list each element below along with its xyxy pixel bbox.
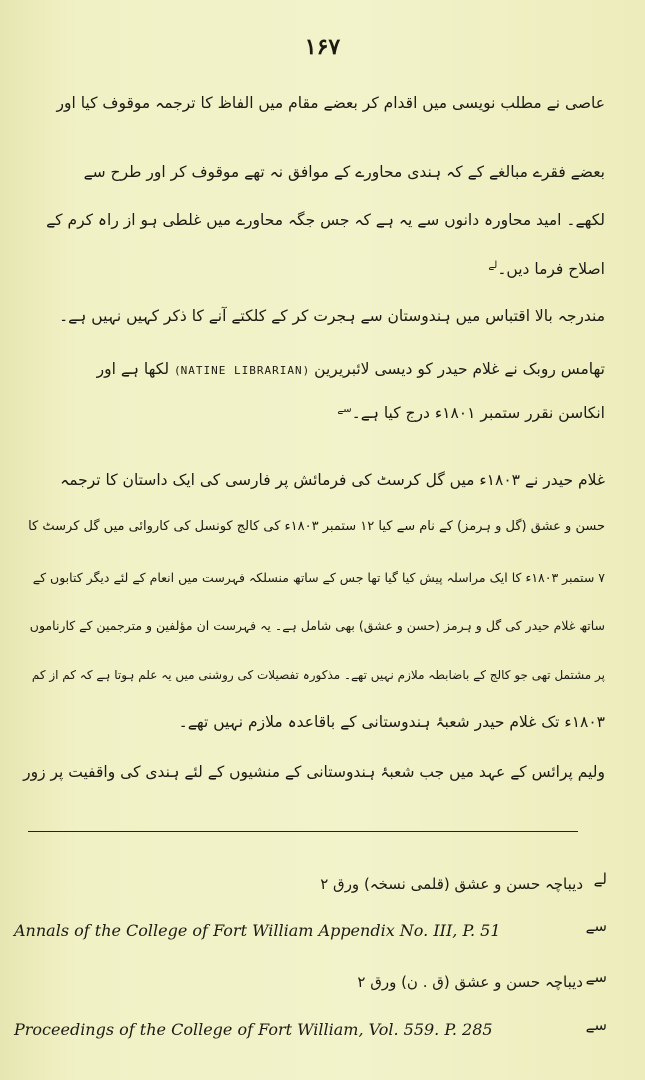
footnote-4-text: Proceedings of the College of Fort William, Vol. 559. P. 285 [14, 1020, 493, 1039]
paragraph-4-line-2: حسن و عشق (گل و ہرمز) کے نام سے کیا ۱۲ ستمبر ۱۸۰۳ء کی کالج کونسل کی کاروائی میں گل کرسٹ کا [28, 519, 605, 534]
paragraph-1-line-4 [488, 252, 605, 283]
paragraph-1-line-4-text: اصلاح فرما دیں۔ [497, 260, 605, 279]
footnote-2-mark: سے [585, 917, 607, 935]
paragraph-3-line-1 [97, 355, 605, 385]
paragraph-3-line-2-text: انکاسن نقرر ستمبر ۱۸۰۱ء درج کیا ہے۔ [351, 404, 605, 423]
footnote-3-mark: سے [585, 968, 607, 986]
paragraph-1-line-3: لکھے۔ امید محاورہ دانوں سے یہ ہے کہ جس جگہ محاورے میں غلطی ہو از راہ کرم کے [46, 211, 605, 229]
footnote-2-text: Annals of the College of Fort William Appendix No. III, P. 51 [14, 921, 501, 940]
paragraph-3-line-1-start: تھامس روبک نے غلام حیدر کو دیسی لائبریرین [314, 360, 605, 378]
footnote-ref-1: لے [488, 260, 498, 271]
paragraph-4-line-1: غلام حیدر نے ۱۸۰۳ء میں گل کرسٹ کی فرمائش پر فارسی کی ایک داستان کا ترجمہ [60, 471, 605, 489]
paragraph-3-line-1-end: لکھا ہے اور [96, 360, 170, 378]
footnote-3-text: دیباچہ حسن و عشق (ق . ن) ورق ۲ [357, 973, 583, 991]
native-librarian-latin: (NATINE LIBRARIAN) [174, 364, 310, 377]
paragraph-4-line-5: پر مشتمل تھی جو کالج کے باضابطہ ملازم نہیں تھے۔ مذکورہ تفصیلات کی روشنی میں یہ علم ہوتا ہے کہ کم از کم [31, 668, 605, 682]
paragraph-1-line-2: بعضے فقرے مبالغے کے کہ ہندی محاورے کے موافق نہ تھے موقوف کر اور طرح سے [83, 163, 605, 181]
footnote-1-text: دیباچہ حسن و عشق (قلمی نسخہ) ورق ۲ [320, 875, 583, 893]
footnote-1-mark: لے [593, 870, 607, 888]
paragraph-2-line-1: مندرجہ بالا اقتباس میں ہندوستان سے ہجرت کر کے کلکتے آنے کا ذکر کہیں نہیں ہے۔ [59, 307, 605, 325]
page-number: ۱۶۷ [304, 34, 341, 60]
paragraph-4-line-3: ۷ ستمبر ۱۸۰۳ء کا ایک مراسلہ پیش کیا گیا تھا جس کے ساتھ منسلکہ فہرست میں انعام کے لئے دیگر کتابوں کے [32, 570, 605, 585]
footnote-divider [28, 831, 578, 832]
paragraph-5-line-1: ولیم پرائس کے عہد میں جب شعبۂ ہندوستانی کے منشیوں کے لئے ہندی کی واقفیت پر زور [23, 763, 605, 781]
footnote-ref-2: سے [337, 404, 352, 415]
paragraph-3-line-2 [337, 396, 605, 427]
paragraph-4-line-6: ۱۸۰۳ء تک غلام حیدر شعبۂ ہندوستانی کے باقاعدہ ملازم نہیں تھے۔ [178, 713, 605, 731]
paragraph-1-line-1: عاصی نے مطلب نویسی میں اقدام کر بعضے مقام میں الفاظ کا ترجمہ موقوف کیا اور [56, 94, 605, 112]
footnote-4-mark: سے [585, 1016, 607, 1034]
paragraph-4-line-4: ساتھ غلام حیدر کی گل و ہرمز (حسن و عشق) بھی شامل ہے۔ یہ فہرست ان مؤلفین و مترجمین کے کارناموں [29, 618, 605, 633]
